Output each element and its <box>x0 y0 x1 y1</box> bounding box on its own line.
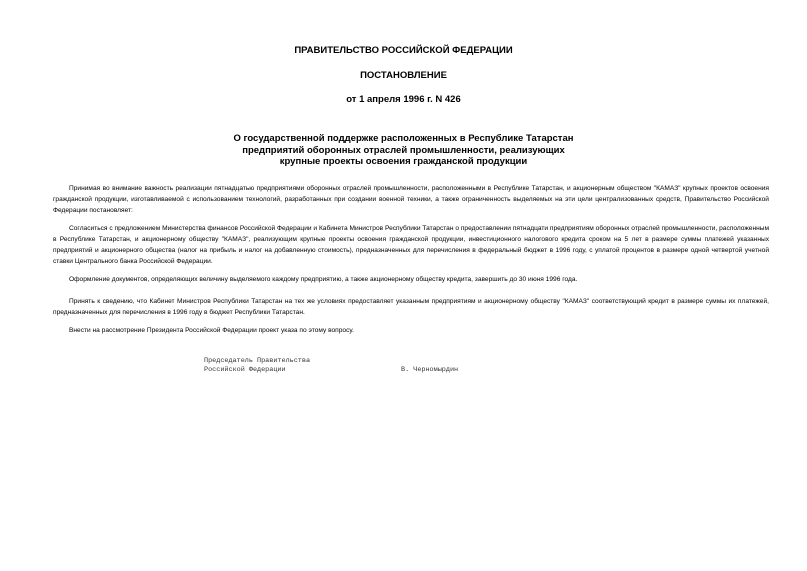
document-title-line: О государственной поддержке расположенных в Республике Татарстан <box>233 133 574 144</box>
document-type-heading: ПОСТАНОВЛЕНИЕ <box>360 70 447 81</box>
paragraph-agreement: Согласиться с предложением Министерства финансов Российской Федерации и Кабинета Министров Республики Татарстан о предоставлении пятнадцати предприятиям оборонных отраслей промышленности, расположенным в Республике Татарстан, и акционерному обществу "КАМАЗ", реализующим крупные проекты освоения гражданской продукции, инвестиционного налогового кредита сроком на 5 лет в размере суммы платежей указанных предприятий и акционерного общества (налог на прибыль и налог на добавленную стоимость), предназначенных для перечисления в федеральный бюджет в 1996 году, с уплатой процентов в размере одной четвертой учетной ставки Центрального банка Российской Федерации. <box>53 225 769 265</box>
signature-name: В. Черномырдин <box>401 366 459 374</box>
document-date-number: от 1 апреля 1996 г. N 426 <box>346 94 461 105</box>
signature-title-line: Российской Федерации <box>204 366 286 374</box>
document-title <box>0 133 807 168</box>
document-title-line: крупные проекты освоения гражданской продукции <box>279 156 528 167</box>
government-heading: ПРАВИТЕЛЬСТВО РОССИЙСКОЙ ФЕДЕРАЦИИ <box>294 45 513 56</box>
paragraph-deadline: Оформление документов, определяющих величину выделяемого каждому предприятию, а также акционерному обществу кредита, завершить до 30 июня 1996 года. <box>69 276 578 283</box>
paragraph-preamble: Принимая во внимание важность реализации пятнадцатью предприятиями оборонных отраслей промышленности, расположенными в Республике Татарстан, и акционерным обществом "КАМАЗ" крупных проектов освоения гражданской продукции, изготавливаемой с использованием технологий, разработанных при создании военной техники, а также ограниченность выделяемых на эти цели централизованных средств, Правительство Российской Федерации постановляет: <box>53 185 769 214</box>
signature-title-line: Председатель Правительства <box>204 357 311 365</box>
document-title-line: предприятий оборонных отраслей промышленности, реализующих <box>242 144 565 156</box>
paragraph-decree-proposal: Внести на рассмотрение Президента Российской Федерации проект указа по этому вопросу. <box>69 327 354 334</box>
paragraph-tatarstan-credit: Принять к сведению, что Кабинет Министров Республики Татарстан на тех же условиях предоставляет указанным предприятиям и акционерному обществу "КАМАЗ" соответствующий кредит в размере суммы их платежей, предназначенных для перечисления в 1996 году в бюджет Республики Татарстан. <box>53 298 769 316</box>
